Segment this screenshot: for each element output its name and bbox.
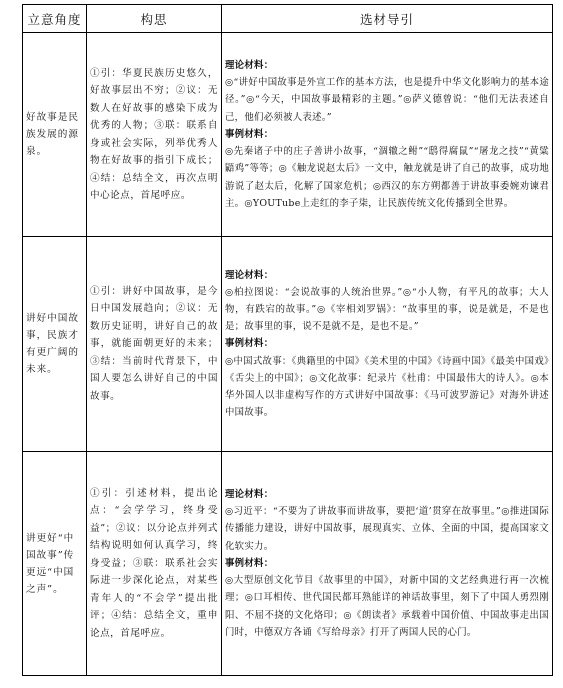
angle-cell: 讲更好“中国故事”传更远“中国之声”。 xyxy=(23,452,87,676)
idea-cell: ①引：华夏民族历史悠久，好故事层出不穷；②议：无数人在好故事的感染下成为优秀的人物；③联：联系自身或社会实际，列举优秀人物在好故事的指引下成长；④结：总结全文，再次点明中心论点，首尾呼应。 xyxy=(87,33,222,237)
theory-text: ◎柏拉图说：“会说故事的人统治世界。”◎“小人物，有平凡的故事；大人物，有跌宕的故事。”◎《宰相刘罗锅》：“故事里的事，说是就是，不是也是；故事里的事，说不是就不是，是也不是。” xyxy=(225,286,549,333)
angle-cell: 好故事是民族发展的源泉。 xyxy=(23,33,87,237)
table-row xyxy=(23,452,553,676)
header-materials: 选材导引 xyxy=(222,5,553,33)
materials-cell xyxy=(222,452,553,676)
idea-cell: ①引：讲好中国故事，是今日中国发展趋向；②议：无数历史证明，讲好自己的故事，就能面朝更好的未来；③结：当前时代背景下，中国人要怎么讲好自己的中国故事。 xyxy=(87,237,222,452)
case-text: ◎中国式故事：《典籍里的中国》《美术里的中国》《诗画中国》《最美中国戏》《舌尖上的中国》；◎文化故事：纪录片《杜甫：中国最伟大的诗人》。◎本华外国人以非虚构写作的方式讲好中国故事：《马可波罗游记》对海外讲述中国故事。 xyxy=(225,355,549,419)
materials-cell xyxy=(222,33,553,237)
case-label: 事例材料： xyxy=(225,128,274,140)
angle-cell: 讲好中国故事，民族才有更广阔的未来。 xyxy=(23,237,87,452)
writing-guide-table xyxy=(22,4,553,676)
table-row xyxy=(23,33,553,237)
header-row xyxy=(23,5,553,33)
case-text: ◎大型原创文化节目《故事里的中国》，对新中国的文艺经典进行再一次梳理；◎口耳相传、世代国民都耳熟能详的神话故事里，刻下了中国人勇烈刚阳、不屈不挠的文化烙印；◎《朗读者》承载着中国价值、中国故事走出国门时，中德双方各诵《写给母亲》打开了两国人民的心门。 xyxy=(225,575,549,638)
theory-text: ◎习近平：“不要为了讲故事而讲故事，要把‘道’贯穿在故事里。”◎推进国际传播能力建设，讲好中国故事，展现真实、立体、全面的中国，提高国家文化软实力。 xyxy=(225,506,549,552)
theory-text: ◎“讲好中国故事是外宣工作的基本方法，也是提升中华文化影响力的基本途径。”◎“今天，中国故事最精彩的主题。”◎萨义德曾说：“他们无法表述自己，他们必须被人表述。” xyxy=(225,77,549,123)
case-text: ◎先秦诸子中的庄子善讲小故事，“涸辙之鲋”“鸱得腐鼠”“屠龙之技”“黄粱鼯鸡”等等；◎《触龙说赵太后》一文中，触龙就是讲了自己的故事，成功地游说了赵太后，化解了国家危机；◎西汉的东方朔都善于讲故事委婉劝谏君主。◎YOUTube上走红的李子柒，让民族传统文化传播到全世界。 xyxy=(225,146,549,209)
header-idea: 构思 xyxy=(87,5,222,33)
theory-label: 理论材料： xyxy=(225,60,274,72)
table-row xyxy=(23,237,553,452)
theory-label: 理论材料： xyxy=(225,269,274,281)
header-angle: 立意角度 xyxy=(23,5,87,33)
theory-label: 理论材料： xyxy=(225,489,274,501)
case-label: 事例材料： xyxy=(225,557,274,569)
materials-cell xyxy=(222,237,553,452)
case-label: 事例材料： xyxy=(225,338,274,350)
idea-cell: ①引：引述材料，提出论点：“会学学习，终身受益”；②议：以分论点并列式结构说明如何认真学习，终身受益；③联：联系社会实际进一步深化论点，对某些青年人的“不会学”提出批评；④结：总结全文，重申论点，首尾呼应。 xyxy=(87,452,222,676)
